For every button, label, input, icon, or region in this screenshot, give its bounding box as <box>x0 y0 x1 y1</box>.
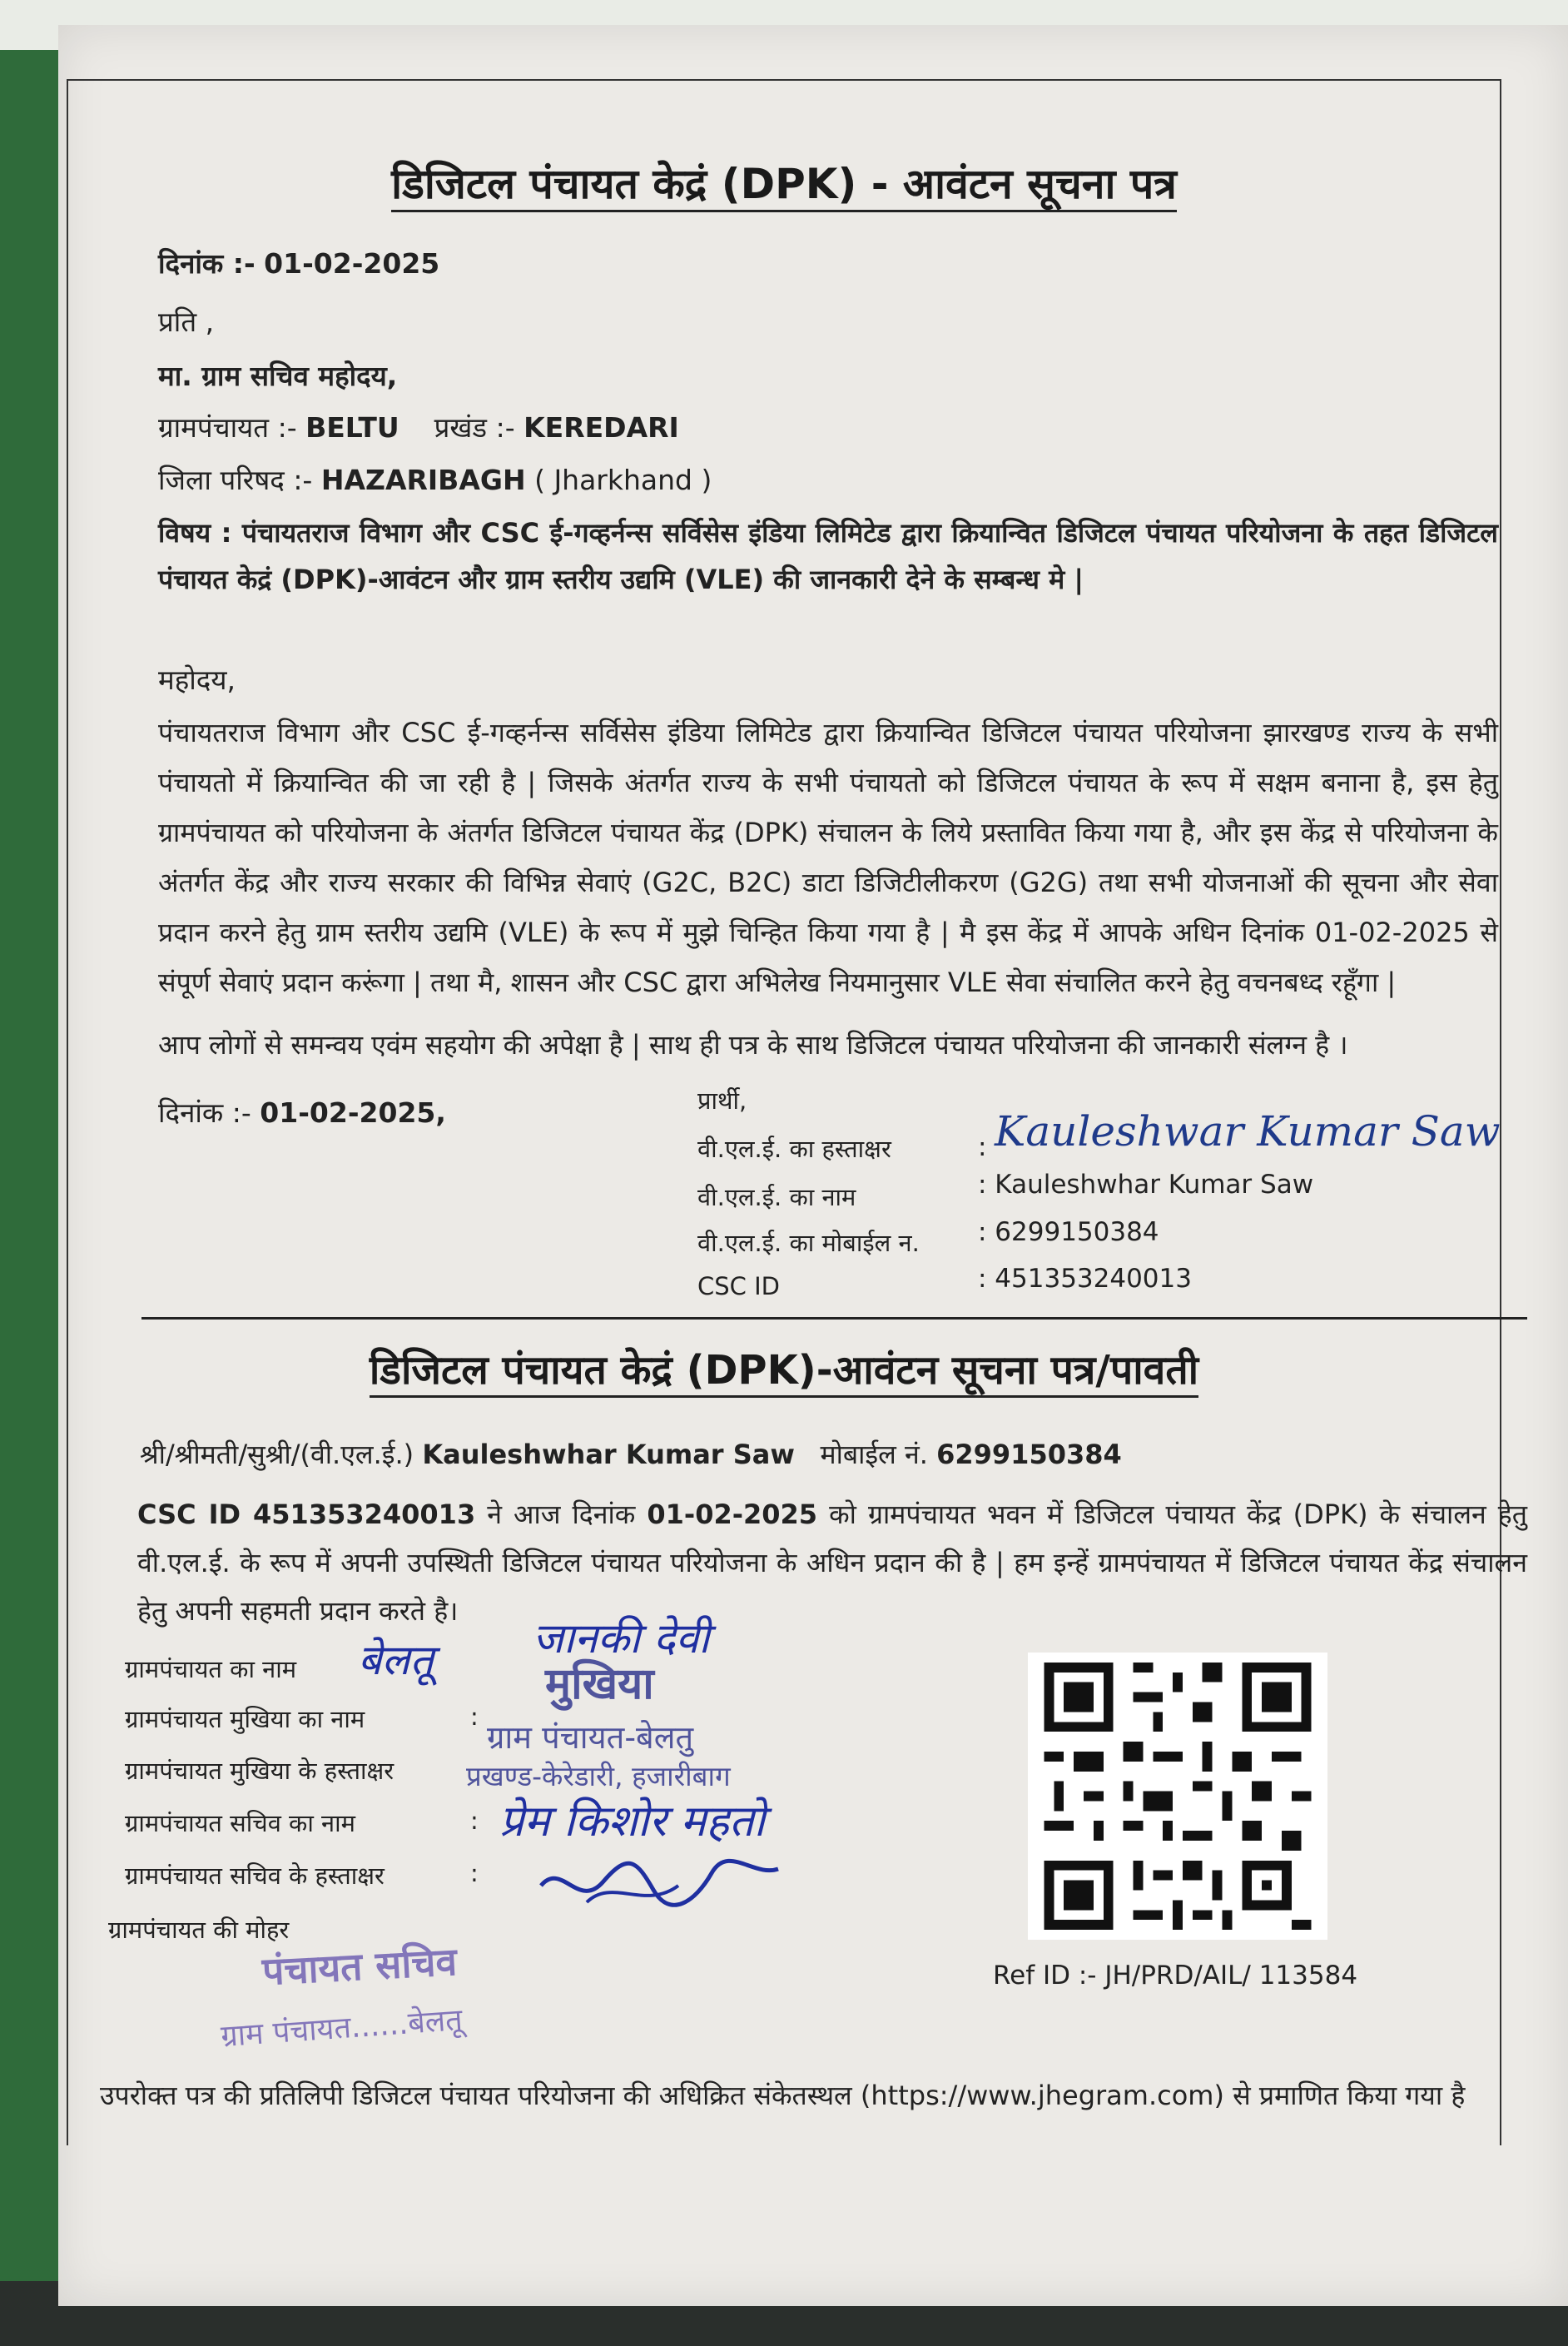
footer-note: उपरोक्त पत्र की प्रतिलिपी डिजिटल पंचायत परियोजना की अधिक्रित संकेतस्थल (https://www.jhegram.com) से प्रमाणित किया गया है <box>100 2080 1466 2111</box>
vle-signature: Kauleshwar Kumar Saw <box>995 1107 1501 1156</box>
handwritten-head-name: जानकी देवी <box>533 1614 710 1663</box>
stamp-panchayat-sachiv: पंचायत सचिव <box>261 1938 459 1995</box>
handwritten-gp-name: बेलतू <box>358 1636 434 1684</box>
stamp-block: प्रखण्ड-केरेडारी, हजारीबाग <box>466 1760 731 1792</box>
subject: विषय : पंचायतराज विभाग और CSC ई-गव्हर्नन्स सर्विसेस इंडिया लिमिटेड द्वारा क्रियान्वित डिजिटल पंचायत परियोजना के तहत डिजिटल पंचायत केद्रं (DPK)-आवंटन और ग्राम स्तरीय उद्यमि (VLE) की जानकारी देने के सम्बन्ध मे | <box>158 517 1498 595</box>
vle-sign-colon: : <box>978 1132 987 1162</box>
to-line: प्रति , <box>158 306 215 338</box>
stamp-gram-panchayat: ग्राम पंचायत-बेलतु <box>487 1719 694 1756</box>
field-seal: ग्रामपंचायत की मोहर <box>108 1916 290 1944</box>
colon-secretary-name: : <box>470 1807 479 1835</box>
field-gp-name: ग्रामपंचायत का नाम <box>125 1655 297 1683</box>
letter-body: पंचायतराज विभाग और CSC ई-गव्हर्नन्स सर्विसेस इंडिया लिमिटेड द्वारा क्रियान्वित डिजिटल पंचायत परियोजना झारखण्ड राज्य के सभी पंचायतो में क्रियान्वित की जा रही है | जिसके अंतर्गत राज्य के सभी पंचायतो को डिजिटल पंचायत के रूप में सक्षम बनाना है, इस हेतु ग्रामपंचायत को परियोजना के अंतर्गत डिजिटल पंचायत केंद्र (DPK) संचालन के लिये प्रस्तावित किया गया है, और इस केंद्र से परियोजना के अंतर्गत केंद्र और राज्य सरकार की विभिन्न सेवाएं (G2C, B2C) डाटा डिजिटीलीकरण (G2G) तथा सभी योजनाओं की सूचना और सेवा प्रदान करने हेतु ग्राम स्तरीय उद्यमि (VLE) के रूप में मुझे चिन्हित किया गया है | मै इस केंद्र में आपके अधिन दिनांक 01-02-2025 से संपूर्ण सेवाएं प्रदान करूंगा | तथा मै, शासन और CSC द्वारा अभिलेख नियमानुसार VLE सेवा संचालित करने हेतु वचनबध्द रहूँगा | <box>158 717 1498 998</box>
district-line: जिला परिषद :- HAZARIBAGH ( Jharkhand ) <box>158 464 712 496</box>
receipt-title: डिजिटल पंचायत केद्रं (DPK)-आवंटन सूचना पत्र/पावती <box>0 1342 1568 1396</box>
colon-secretary-sign: : <box>470 1859 479 1887</box>
field-secretary-name: ग्रामपंचायत सचिव का नाम <box>125 1809 355 1837</box>
vle-mobile: : 6299150384 <box>978 1217 1159 1247</box>
salutation: महोदय, <box>158 664 236 696</box>
qr-code <box>1028 1653 1327 1940</box>
stamp-gram-panchayat-beltu: ग्राम पंचायत......बेलतू <box>220 2002 464 2055</box>
vle-mobile-label: वी.एल.ई. का मोबाईल न. <box>697 1229 920 1257</box>
ref-id: Ref ID :- JH/PRD/AIL/ 113584 <box>993 1961 1358 1991</box>
field-secretary-sign: ग्रामपंचायत सचिव के हस्ताक्षर <box>125 1861 385 1890</box>
colon-head-name: : <box>470 1702 479 1731</box>
date2-line: दिनांक :- 01-02-2025, <box>158 1096 446 1129</box>
field-head-sign: ग्रामपंचायत मुखिया के हस्ताक्षर <box>125 1757 394 1785</box>
stamp-mukhiya: मुखिया <box>545 1659 654 1709</box>
addressee: मा. ग्राम सचिव महोदय, <box>158 360 398 392</box>
vle-name: : Kauleshwhar Kumar Saw <box>978 1170 1314 1200</box>
receipt-statement: CSC ID 451353240013 ने आज दिनांक 01-02-2025 को ग्रामपंचायत भवन में डिजिटल पंचायत केंद्र (DPK) के संचालन हेतु वी.एल.ई. के रूप में अपनी उपस्थिती डिजिटल पंचायत परियोजना के अधिन प्रदान की है | हम इन्हें ग्रामपंचायत में डिजिटल पंचायत केंद्र संचालन हेतु अपनी सहमती प्रदान करते है। <box>137 1499 1528 1627</box>
field-head-name: ग्रामपंचायत मुखिया का नाम <box>125 1705 365 1733</box>
handwritten-secretary-name: प्रेम किशोर महतो <box>499 1797 766 1846</box>
letter-title: डिजिटल पंचायत केद्रं (DPK) - आवंटन सूचना पत्र <box>0 154 1568 211</box>
receipt-vle-line: श्री/श्रीमती/सुश्री/(वी.एल.ई.) Kauleshwhar Kumar Saw मोबाईल नं. 6299150384 <box>140 1439 1122 1470</box>
secretary-signature <box>537 1852 786 1919</box>
applicant-label: प्रार्थी, <box>697 1086 747 1115</box>
csc-id: : 451353240013 <box>978 1264 1192 1294</box>
closing: आप लोगों से समन्वय एवंम सहयोग की अपेक्षा है | साथ ही पत्र के साथ डिजिटल पंचायत परियोजना की जानकारी संलग्न है । <box>158 1029 1348 1061</box>
csc-label: CSC ID <box>697 1272 781 1300</box>
gp-line: ग्रामपंचायत :- BELTU प्रखंड :- KEREDARI <box>158 411 679 444</box>
vle-sign-label: वी.एल.ई. का हस्ताक्षर <box>697 1135 891 1163</box>
date-line: दिनांक :- 01-02-2025 <box>158 247 440 280</box>
section-divider <box>141 1317 1527 1320</box>
vle-name-label: वी.एल.ई. का नाम <box>697 1183 856 1211</box>
